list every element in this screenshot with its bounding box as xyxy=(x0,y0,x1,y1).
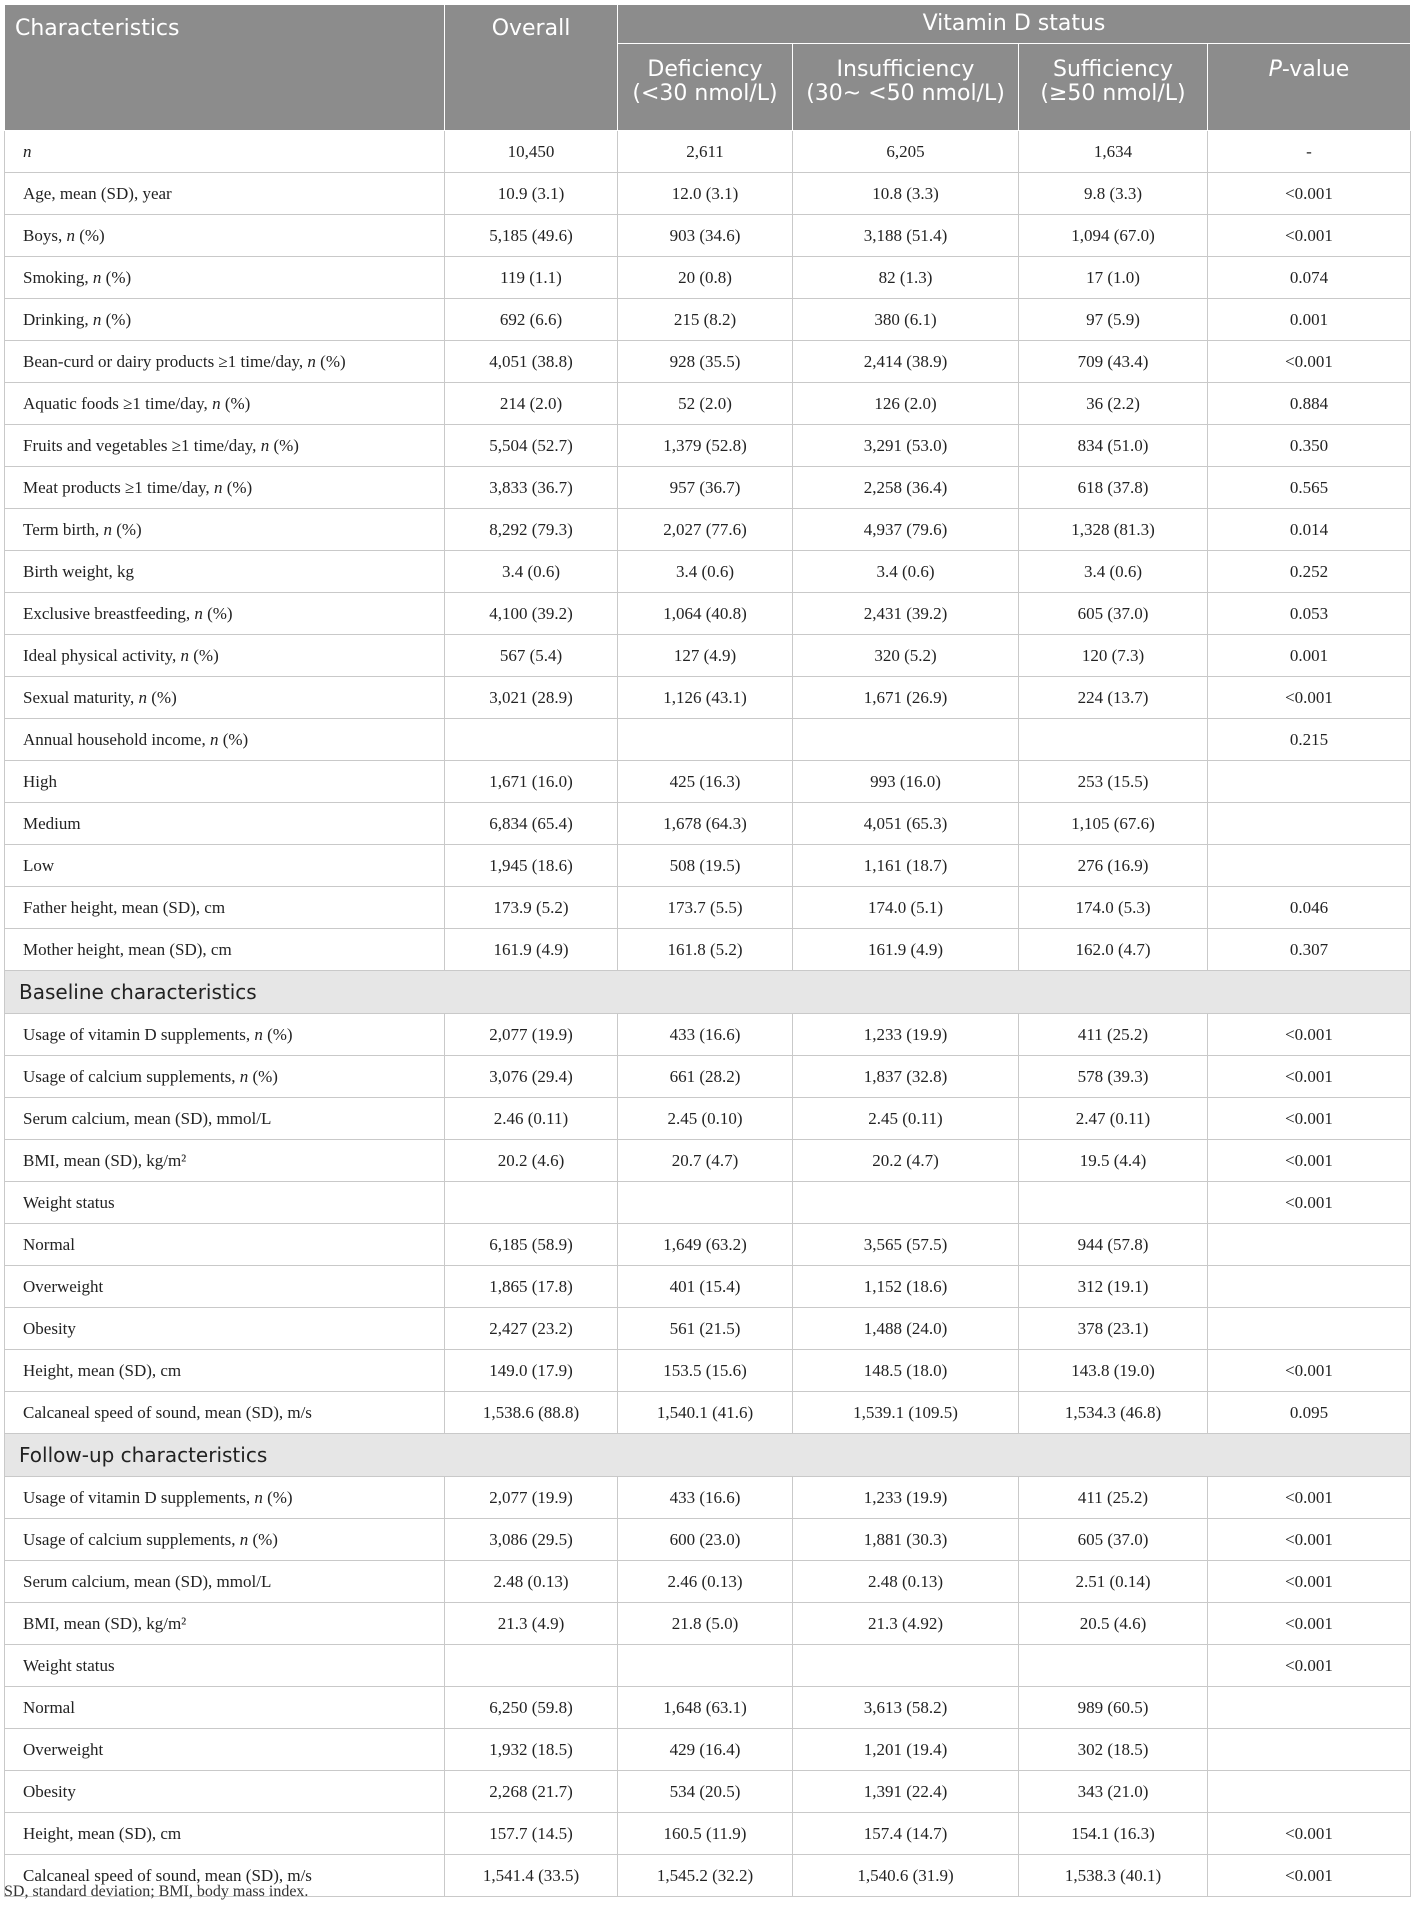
cell-p xyxy=(1208,1771,1411,1813)
cell-overall: 10.9 (3.1) xyxy=(445,173,618,215)
cell-insufficiency: 3.4 (0.6) xyxy=(793,551,1019,593)
cell-insufficiency: 1,391 (22.4) xyxy=(793,1771,1019,1813)
cell-insufficiency: 157.4 (14.7) xyxy=(793,1813,1019,1855)
table-body xyxy=(5,131,1411,1897)
cell-deficiency: 160.5 (11.9) xyxy=(618,1813,793,1855)
cell-overall: 3,021 (28.9) xyxy=(445,677,618,719)
cell-overall: 157.7 (14.5) xyxy=(445,1813,618,1855)
cell-insufficiency: 1,152 (18.6) xyxy=(793,1266,1019,1308)
row-label: Obesity xyxy=(5,1771,445,1813)
row-label: Normal xyxy=(5,1687,445,1729)
table-container xyxy=(4,4,1410,1897)
cell-deficiency: 600 (23.0) xyxy=(618,1519,793,1561)
table-row xyxy=(5,803,1411,845)
section-header-row xyxy=(5,971,1411,1014)
cell-deficiency: 1,064 (40.8) xyxy=(618,593,793,635)
row-label: Birth weight, kg xyxy=(5,551,445,593)
cell-p: 0.884 xyxy=(1208,383,1411,425)
cell-insufficiency: 1,539.1 (109.5) xyxy=(793,1392,1019,1434)
cell-p: <0.001 xyxy=(1208,1140,1411,1182)
cell-overall: 21.3 (4.9) xyxy=(445,1603,618,1645)
cell-overall: 1,541.4 (33.5) xyxy=(445,1855,618,1897)
row-label: Normal xyxy=(5,1224,445,1266)
cell-deficiency: 52 (2.0) xyxy=(618,383,793,425)
table-row xyxy=(5,635,1411,677)
table-row xyxy=(5,551,1411,593)
cell-insufficiency: 3,291 (53.0) xyxy=(793,425,1019,467)
cell-p: <0.001 xyxy=(1208,677,1411,719)
cell-deficiency: 401 (15.4) xyxy=(618,1266,793,1308)
table-row xyxy=(5,131,1411,173)
table-row xyxy=(5,1308,1411,1350)
cell-p: <0.001 xyxy=(1208,173,1411,215)
cell-deficiency: 561 (21.5) xyxy=(618,1308,793,1350)
cell-overall: 2.46 (0.11) xyxy=(445,1098,618,1140)
cell-sufficiency: 276 (16.9) xyxy=(1019,845,1208,887)
table-row xyxy=(5,1561,1411,1603)
cell-p: <0.001 xyxy=(1208,1855,1411,1897)
cell-deficiency: 161.8 (5.2) xyxy=(618,929,793,971)
table-row xyxy=(5,257,1411,299)
row-label: Usage of vitamin D supplements, n (%) xyxy=(5,1014,445,1056)
cell-sufficiency: 1,538.3 (40.1) xyxy=(1019,1855,1208,1897)
cell-sufficiency: 154.1 (16.3) xyxy=(1019,1813,1208,1855)
cell-insufficiency: 320 (5.2) xyxy=(793,635,1019,677)
table-row xyxy=(5,1771,1411,1813)
cell-sufficiency: 989 (60.5) xyxy=(1019,1687,1208,1729)
cell-overall: 6,250 (59.8) xyxy=(445,1687,618,1729)
row-label: Calcaneal speed of sound, mean (SD), m/s xyxy=(5,1392,445,1434)
row-label: BMI, mean (SD), kg/m² xyxy=(5,1140,445,1182)
cell-overall: 3,833 (36.7) xyxy=(445,467,618,509)
cell-overall: 2,077 (19.9) xyxy=(445,1477,618,1519)
cell-insufficiency: 10.8 (3.3) xyxy=(793,173,1019,215)
table-row xyxy=(5,173,1411,215)
cell-insufficiency: 82 (1.3) xyxy=(793,257,1019,299)
cell-p: <0.001 xyxy=(1208,1182,1411,1224)
row-label: Low xyxy=(5,845,445,887)
cell-sufficiency xyxy=(1019,1645,1208,1687)
row-label: Father height, mean (SD), cm xyxy=(5,887,445,929)
cell-overall: 173.9 (5.2) xyxy=(445,887,618,929)
row-label: Obesity xyxy=(5,1308,445,1350)
characteristics-table xyxy=(4,4,1411,1897)
cell-p xyxy=(1208,845,1411,887)
cell-p: <0.001 xyxy=(1208,1014,1411,1056)
cell-overall xyxy=(445,719,618,761)
cell-deficiency: 534 (20.5) xyxy=(618,1771,793,1813)
row-label: Usage of calcium supplements, n (%) xyxy=(5,1056,445,1098)
cell-p: 0.074 xyxy=(1208,257,1411,299)
table-row xyxy=(5,761,1411,803)
header-overall: Overall xyxy=(445,5,618,131)
cell-sufficiency: 143.8 (19.0) xyxy=(1019,1350,1208,1392)
cell-sufficiency: 1,105 (67.6) xyxy=(1019,803,1208,845)
cell-p: 0.014 xyxy=(1208,509,1411,551)
cell-insufficiency: 1,837 (32.8) xyxy=(793,1056,1019,1098)
cell-insufficiency: 1,161 (18.7) xyxy=(793,845,1019,887)
cell-overall: 20.2 (4.6) xyxy=(445,1140,618,1182)
cell-sufficiency: 19.5 (4.4) xyxy=(1019,1140,1208,1182)
cell-overall: 3,086 (29.5) xyxy=(445,1519,618,1561)
cell-overall: 4,051 (38.8) xyxy=(445,341,618,383)
cell-deficiency xyxy=(618,719,793,761)
cell-deficiency: 173.7 (5.5) xyxy=(618,887,793,929)
table-row xyxy=(5,593,1411,635)
cell-sufficiency: 224 (13.7) xyxy=(1019,677,1208,719)
cell-insufficiency: 174.0 (5.1) xyxy=(793,887,1019,929)
cell-overall: 5,185 (49.6) xyxy=(445,215,618,257)
cell-p: <0.001 xyxy=(1208,1561,1411,1603)
cell-insufficiency: 993 (16.0) xyxy=(793,761,1019,803)
cell-p: <0.001 xyxy=(1208,1645,1411,1687)
cell-sufficiency: 2.47 (0.11) xyxy=(1019,1098,1208,1140)
cell-p xyxy=(1208,1729,1411,1771)
cell-overall: 5,504 (52.7) xyxy=(445,425,618,467)
cell-p: 0.001 xyxy=(1208,635,1411,677)
cell-sufficiency: 1,634 xyxy=(1019,131,1208,173)
table-row xyxy=(5,719,1411,761)
header-vitamin-d-status: Vitamin D status xyxy=(618,5,1411,44)
table-row xyxy=(5,1014,1411,1056)
cell-sufficiency xyxy=(1019,719,1208,761)
cell-insufficiency xyxy=(793,1182,1019,1224)
cell-p: 0.252 xyxy=(1208,551,1411,593)
cell-overall xyxy=(445,1645,618,1687)
row-label: Serum calcium, mean (SD), mmol/L xyxy=(5,1561,445,1603)
cell-deficiency: 957 (36.7) xyxy=(618,467,793,509)
cell-p: <0.001 xyxy=(1208,1098,1411,1140)
row-label: Height, mean (SD), cm xyxy=(5,1813,445,1855)
header-p-value: P-value xyxy=(1208,44,1411,131)
cell-deficiency: 2.46 (0.13) xyxy=(618,1561,793,1603)
cell-p: 0.001 xyxy=(1208,299,1411,341)
cell-overall: 1,932 (18.5) xyxy=(445,1729,618,1771)
cell-sufficiency: 709 (43.4) xyxy=(1019,341,1208,383)
cell-sufficiency: 302 (18.5) xyxy=(1019,1729,1208,1771)
row-label: Weight status xyxy=(5,1182,445,1224)
cell-insufficiency: 1,671 (26.9) xyxy=(793,677,1019,719)
table-row xyxy=(5,1687,1411,1729)
cell-sufficiency: 578 (39.3) xyxy=(1019,1056,1208,1098)
cell-overall: 10,450 xyxy=(445,131,618,173)
cell-overall: 2,077 (19.9) xyxy=(445,1014,618,1056)
cell-sufficiency: 343 (21.0) xyxy=(1019,1771,1208,1813)
cell-deficiency: 903 (34.6) xyxy=(618,215,793,257)
cell-insufficiency: 6,205 xyxy=(793,131,1019,173)
cell-deficiency: 433 (16.6) xyxy=(618,1014,793,1056)
cell-overall: 1,945 (18.6) xyxy=(445,845,618,887)
cell-sufficiency: 378 (23.1) xyxy=(1019,1308,1208,1350)
cell-sufficiency: 618 (37.8) xyxy=(1019,467,1208,509)
cell-deficiency: 1,678 (64.3) xyxy=(618,803,793,845)
cell-insufficiency: 20.2 (4.7) xyxy=(793,1140,1019,1182)
row-label: Sexual maturity, n (%) xyxy=(5,677,445,719)
section-title: Follow-up characteristics xyxy=(5,1434,1411,1477)
cell-overall: 3.4 (0.6) xyxy=(445,551,618,593)
row-label: Exclusive breastfeeding, n (%) xyxy=(5,593,445,635)
cell-insufficiency: 4,051 (65.3) xyxy=(793,803,1019,845)
cell-overall: 4,100 (39.2) xyxy=(445,593,618,635)
cell-sufficiency: 1,534.3 (46.8) xyxy=(1019,1392,1208,1434)
row-label: Ideal physical activity, n (%) xyxy=(5,635,445,677)
table-row xyxy=(5,1519,1411,1561)
cell-insufficiency: 2.45 (0.11) xyxy=(793,1098,1019,1140)
cell-sufficiency: 253 (15.5) xyxy=(1019,761,1208,803)
row-label: Medium xyxy=(5,803,445,845)
cell-overall: 1,865 (17.8) xyxy=(445,1266,618,1308)
cell-insufficiency: 3,565 (57.5) xyxy=(793,1224,1019,1266)
table-footnote: SD, standard deviation; BMI, body mass index. xyxy=(4,1883,309,1900)
cell-overall: 6,185 (58.9) xyxy=(445,1224,618,1266)
cell-p: <0.001 xyxy=(1208,215,1411,257)
cell-sufficiency: 605 (37.0) xyxy=(1019,593,1208,635)
cell-insufficiency: 2,258 (36.4) xyxy=(793,467,1019,509)
cell-sufficiency: 411 (25.2) xyxy=(1019,1477,1208,1519)
cell-deficiency: 2,027 (77.6) xyxy=(618,509,793,551)
cell-deficiency: 20.7 (4.7) xyxy=(618,1140,793,1182)
cell-deficiency: 1,540.1 (41.6) xyxy=(618,1392,793,1434)
table-row xyxy=(5,1266,1411,1308)
cell-sufficiency: 20.5 (4.6) xyxy=(1019,1603,1208,1645)
cell-p: 0.095 xyxy=(1208,1392,1411,1434)
cell-deficiency: 928 (35.5) xyxy=(618,341,793,383)
cell-p: 0.565 xyxy=(1208,467,1411,509)
cell-insufficiency: 126 (2.0) xyxy=(793,383,1019,425)
cell-p: - xyxy=(1208,131,1411,173)
table-row xyxy=(5,1056,1411,1098)
cell-sufficiency: 162.0 (4.7) xyxy=(1019,929,1208,971)
table-row xyxy=(5,1392,1411,1434)
cell-p: <0.001 xyxy=(1208,1519,1411,1561)
cell-insufficiency: 2,414 (38.9) xyxy=(793,341,1019,383)
row-label: Overweight xyxy=(5,1266,445,1308)
row-label: Age, mean (SD), year xyxy=(5,173,445,215)
cell-sufficiency: 36 (2.2) xyxy=(1019,383,1208,425)
cell-deficiency: 2,611 xyxy=(618,131,793,173)
cell-overall: 3,076 (29.4) xyxy=(445,1056,618,1098)
cell-deficiency: 127 (4.9) xyxy=(618,635,793,677)
cell-sufficiency: 312 (19.1) xyxy=(1019,1266,1208,1308)
table-row xyxy=(5,1098,1411,1140)
cell-p xyxy=(1208,1687,1411,1729)
cell-sufficiency: 411 (25.2) xyxy=(1019,1014,1208,1056)
cell-sufficiency: 3.4 (0.6) xyxy=(1019,551,1208,593)
cell-insufficiency xyxy=(793,719,1019,761)
cell-deficiency: 433 (16.6) xyxy=(618,1477,793,1519)
cell-p: 0.053 xyxy=(1208,593,1411,635)
row-label: Term birth, n (%) xyxy=(5,509,445,551)
cell-sufficiency: 174.0 (5.3) xyxy=(1019,887,1208,929)
cell-deficiency xyxy=(618,1182,793,1224)
row-label: Serum calcium, mean (SD), mmol/L xyxy=(5,1098,445,1140)
cell-deficiency: 12.0 (3.1) xyxy=(618,173,793,215)
cell-deficiency: 1,649 (63.2) xyxy=(618,1224,793,1266)
row-label: Drinking, n (%) xyxy=(5,299,445,341)
cell-sufficiency: 834 (51.0) xyxy=(1019,425,1208,467)
row-label: High xyxy=(5,761,445,803)
row-label: Aquatic foods ≥1 time/day, n (%) xyxy=(5,383,445,425)
header-deficiency: Deficiency (<30 nmol/L) xyxy=(618,44,793,131)
row-label: Boys, n (%) xyxy=(5,215,445,257)
cell-sufficiency: 97 (5.9) xyxy=(1019,299,1208,341)
cell-sufficiency: 9.8 (3.3) xyxy=(1019,173,1208,215)
cell-overall xyxy=(445,1182,618,1224)
header-sufficiency: Sufficiency (≥50 nmol/L) xyxy=(1019,44,1208,131)
cell-overall: 2,427 (23.2) xyxy=(445,1308,618,1350)
cell-deficiency: 1,379 (52.8) xyxy=(618,425,793,467)
cell-deficiency: 425 (16.3) xyxy=(618,761,793,803)
cell-overall: 8,292 (79.3) xyxy=(445,509,618,551)
cell-overall: 692 (6.6) xyxy=(445,299,618,341)
cell-sufficiency: 2.51 (0.14) xyxy=(1019,1561,1208,1603)
cell-p: <0.001 xyxy=(1208,1813,1411,1855)
table-row xyxy=(5,383,1411,425)
cell-insufficiency: 4,937 (79.6) xyxy=(793,509,1019,551)
row-label: Smoking, n (%) xyxy=(5,257,445,299)
table-row xyxy=(5,1645,1411,1687)
table-row xyxy=(5,887,1411,929)
table-row xyxy=(5,341,1411,383)
cell-deficiency: 661 (28.2) xyxy=(618,1056,793,1098)
cell-deficiency: 1,648 (63.1) xyxy=(618,1687,793,1729)
table-row xyxy=(5,509,1411,551)
cell-sufficiency: 605 (37.0) xyxy=(1019,1519,1208,1561)
table-row xyxy=(5,299,1411,341)
section-title: Baseline characteristics xyxy=(5,971,1411,1014)
cell-insufficiency: 380 (6.1) xyxy=(793,299,1019,341)
table-row xyxy=(5,1813,1411,1855)
row-label: Height, mean (SD), cm xyxy=(5,1350,445,1392)
cell-p xyxy=(1208,803,1411,845)
table-row xyxy=(5,1350,1411,1392)
cell-insufficiency: 1,233 (19.9) xyxy=(793,1477,1019,1519)
cell-insufficiency: 2.48 (0.13) xyxy=(793,1561,1019,1603)
cell-overall: 149.0 (17.9) xyxy=(445,1350,618,1392)
cell-p: 0.350 xyxy=(1208,425,1411,467)
row-label: Usage of calcium supplements, n (%) xyxy=(5,1519,445,1561)
cell-deficiency: 508 (19.5) xyxy=(618,845,793,887)
cell-overall: 214 (2.0) xyxy=(445,383,618,425)
table-row xyxy=(5,425,1411,467)
cell-p: <0.001 xyxy=(1208,1477,1411,1519)
cell-deficiency xyxy=(618,1645,793,1687)
row-label: Meat products ≥1 time/day, n (%) xyxy=(5,467,445,509)
row-label: Overweight xyxy=(5,1729,445,1771)
cell-p: <0.001 xyxy=(1208,1056,1411,1098)
cell-sufficiency: 944 (57.8) xyxy=(1019,1224,1208,1266)
table-row xyxy=(5,1477,1411,1519)
cell-deficiency: 1,126 (43.1) xyxy=(618,677,793,719)
cell-insufficiency: 3,613 (58.2) xyxy=(793,1687,1019,1729)
cell-overall: 1,671 (16.0) xyxy=(445,761,618,803)
cell-insufficiency: 1,488 (24.0) xyxy=(793,1308,1019,1350)
cell-insufficiency: 148.5 (18.0) xyxy=(793,1350,1019,1392)
cell-sufficiency: 1,328 (81.3) xyxy=(1019,509,1208,551)
cell-deficiency: 3.4 (0.6) xyxy=(618,551,793,593)
cell-insufficiency: 2,431 (39.2) xyxy=(793,593,1019,635)
cell-insufficiency: 21.3 (4.92) xyxy=(793,1603,1019,1645)
cell-sufficiency: 120 (7.3) xyxy=(1019,635,1208,677)
table-header xyxy=(5,5,1411,131)
row-label: Annual household income, n (%) xyxy=(5,719,445,761)
cell-insufficiency: 1,881 (30.3) xyxy=(793,1519,1019,1561)
cell-overall: 2,268 (21.7) xyxy=(445,1771,618,1813)
table-row xyxy=(5,1182,1411,1224)
cell-insufficiency xyxy=(793,1645,1019,1687)
table-row xyxy=(5,677,1411,719)
table-row xyxy=(5,1224,1411,1266)
cell-overall: 2.48 (0.13) xyxy=(445,1561,618,1603)
cell-deficiency: 21.8 (5.0) xyxy=(618,1603,793,1645)
table-row xyxy=(5,215,1411,257)
cell-deficiency: 215 (8.2) xyxy=(618,299,793,341)
row-label: n xyxy=(5,131,445,173)
cell-p: <0.001 xyxy=(1208,341,1411,383)
cell-deficiency: 2.45 (0.10) xyxy=(618,1098,793,1140)
cell-sufficiency: 1,094 (67.0) xyxy=(1019,215,1208,257)
cell-p xyxy=(1208,1224,1411,1266)
cell-overall: 161.9 (4.9) xyxy=(445,929,618,971)
cell-p: <0.001 xyxy=(1208,1603,1411,1645)
cell-overall: 6,834 (65.4) xyxy=(445,803,618,845)
cell-sufficiency xyxy=(1019,1182,1208,1224)
cell-p xyxy=(1208,1308,1411,1350)
cell-insufficiency: 3,188 (51.4) xyxy=(793,215,1019,257)
cell-p xyxy=(1208,1266,1411,1308)
table-row xyxy=(5,929,1411,971)
cell-p: <0.001 xyxy=(1208,1350,1411,1392)
header-insufficiency: Insufficiency (30~ <50 nmol/L) xyxy=(793,44,1019,131)
row-label: Fruits and vegetables ≥1 time/day, n (%) xyxy=(5,425,445,467)
table-row xyxy=(5,467,1411,509)
cell-p: 0.046 xyxy=(1208,887,1411,929)
cell-p: 0.215 xyxy=(1208,719,1411,761)
cell-overall: 1,538.6 (88.8) xyxy=(445,1392,618,1434)
cell-overall: 567 (5.4) xyxy=(445,635,618,677)
section-header-row xyxy=(5,1434,1411,1477)
cell-insufficiency: 1,201 (19.4) xyxy=(793,1729,1019,1771)
cell-deficiency: 1,545.2 (32.2) xyxy=(618,1855,793,1897)
cell-deficiency: 429 (16.4) xyxy=(618,1729,793,1771)
row-label: Mother height, mean (SD), cm xyxy=(5,929,445,971)
row-label: Bean-curd or dairy products ≥1 time/day, n (%) xyxy=(5,341,445,383)
table-row xyxy=(5,1729,1411,1771)
row-label: Weight status xyxy=(5,1645,445,1687)
cell-insufficiency: 1,233 (19.9) xyxy=(793,1014,1019,1056)
cell-p: 0.307 xyxy=(1208,929,1411,971)
row-label: BMI, mean (SD), kg/m² xyxy=(5,1603,445,1645)
cell-p xyxy=(1208,761,1411,803)
row-label: Calcaneal speed of sound, mean (SD), m/s xyxy=(5,1855,445,1897)
cell-sufficiency: 17 (1.0) xyxy=(1019,257,1208,299)
cell-deficiency: 20 (0.8) xyxy=(618,257,793,299)
table-row xyxy=(5,845,1411,887)
cell-overall: 119 (1.1) xyxy=(445,257,618,299)
table-row xyxy=(5,1603,1411,1645)
cell-insufficiency: 1,540.6 (31.9) xyxy=(793,1855,1019,1897)
cell-insufficiency: 161.9 (4.9) xyxy=(793,929,1019,971)
table-row xyxy=(5,1140,1411,1182)
header-characteristics: Characteristics xyxy=(5,5,445,131)
row-label: Usage of vitamin D supplements, n (%) xyxy=(5,1477,445,1519)
cell-deficiency: 153.5 (15.6) xyxy=(618,1350,793,1392)
